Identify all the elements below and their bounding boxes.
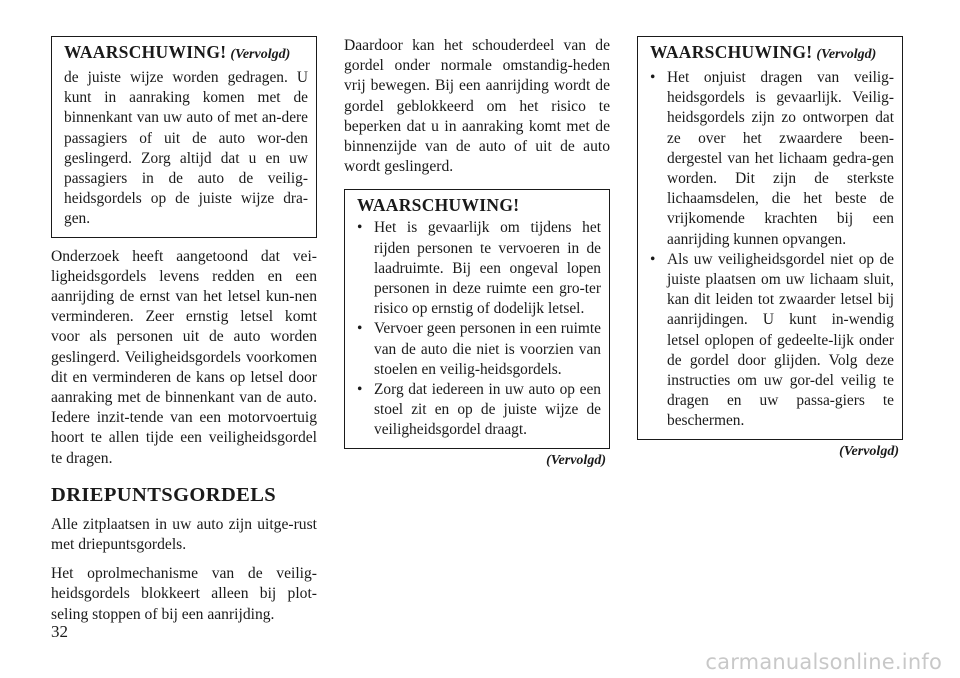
bullet-icon: •: [650, 69, 656, 86]
column-1: [51, 36, 317, 625]
bullet-icon: •: [357, 381, 363, 399]
warning-title: [650, 41, 894, 66]
warning-title: WAARSCHUWING!: [357, 195, 520, 216]
continued-label: (Vervolgd): [546, 452, 606, 468]
warning-box: [344, 189, 610, 448]
warning-text: de juiste wijze worden gedragen. U kunt in aanraking komen met de binnenkant van uw auto of met an-dere passagiers of uit de auto wor-den geslingerd. Zorg altijd dat u en uw passagiers in de auto de veilig-heidsgordels op de juiste wijze dra-gen.: [64, 69, 308, 228]
body-paragraph: Het oprolmechanisme van de veilig-heidsgordels blokkeert alleen bij plot-seling stoppen of bij een aanrijding.: [51, 565, 317, 623]
page-number: 32: [51, 622, 68, 641]
warning-continued-label: (Vervolgd): [816, 47, 877, 62]
warning-bullet: • Zorg dat iedereen in uw auto op een stoel zit en op de juiste wijze de veiligheidsgordel draagt.: [357, 381, 601, 439]
bullet-icon: •: [650, 250, 656, 268]
warning-continued-label: (Vervolgd): [230, 47, 291, 62]
warning-box: [51, 36, 317, 238]
warning-bullet-list: [650, 68, 894, 432]
warning-bullet-list: [357, 218, 601, 440]
warning-title-text: WAARSCHUWING!: [64, 42, 227, 62]
section-heading: DRIEPUNTSGORDELS: [51, 483, 277, 506]
warning-bullet: • Het onjuist dragen van veilig-heidsgordels is gevaarlijk. Veilig-heidsgordels zijn zo ontworpen dat ze over het zwaardere been-dergestel van het lichaam gedra-gen worden. Dit zijn de sterkste lichaamsdelen, die het beste de vrijkomende krachten bij een aanrijding kunnen opvangen.: [650, 69, 894, 248]
bullet-icon: •: [357, 219, 363, 237]
warning-bullet: • Als uw veiligheidsgordel niet op de juiste plaatsen om uw lichaam sluit, kan dit leiden tot zwaarder letsel bij aanrijdingen. U kunt in-wendig letsel oplopen of gedeelte-lijk onder de gordel door glijden. Volg deze instructies om uw gor-del veilig te dragen en uw passa-giers te beschermen.: [650, 250, 894, 430]
body-paragraph: Onderzoek heeft aangetoond dat vei-ligheidsgordels levens redden en een aanrijding de ernst van het letsel kun-nen verminderen. Zeer ernstig letsel komt voor als personen uit de auto worden geslingerd. Veiligheidsgordels voorkomen dit en verminderen de kans op letsel door aanraking met de binnenkant van de auto. Iedere inzit-tende van een motorvoertuig hoort te allen tijde een veiligheidsgordel te dragen.: [51, 247, 317, 467]
watermark: carmanualsonline.info: [705, 650, 942, 674]
warning-bullet: • Vervoer geen personen in een ruimte van de auto die niet is voorzien van stoelen en veilig-heidsgordels.: [357, 320, 601, 378]
continued-label: (Vervolgd): [839, 443, 899, 459]
body-paragraph: Daardoor kan het schouderdeel van de gordel onder normale omstandig-heden vrij bewegen. Bij een aanrijding wordt de gordel geblokkeerd om het risico te beperken dat u in aanraking komt met de binnenzijde van de auto of uit de auto wordt geslingerd.: [344, 37, 610, 176]
bullet-icon: •: [357, 320, 363, 338]
warning-bullet: • Het is gevaarlijk om tijdens het rijden personen te vervoeren in de laadruimte. Bij een ongeval lopen personen in deze ruimte een gro-ter risico op ernstig of dodelijk letsel.: [357, 219, 601, 318]
column-3: [637, 36, 903, 460]
warning-box: [637, 36, 903, 440]
warning-title-text: WAARSCHUWING!: [650, 42, 813, 62]
body-paragraph: Alle zitplaatsen in uw auto zijn uitge-rust met driepuntsgordels.: [51, 515, 317, 554]
warning-title: [64, 41, 308, 66]
column-2: [344, 36, 610, 469]
